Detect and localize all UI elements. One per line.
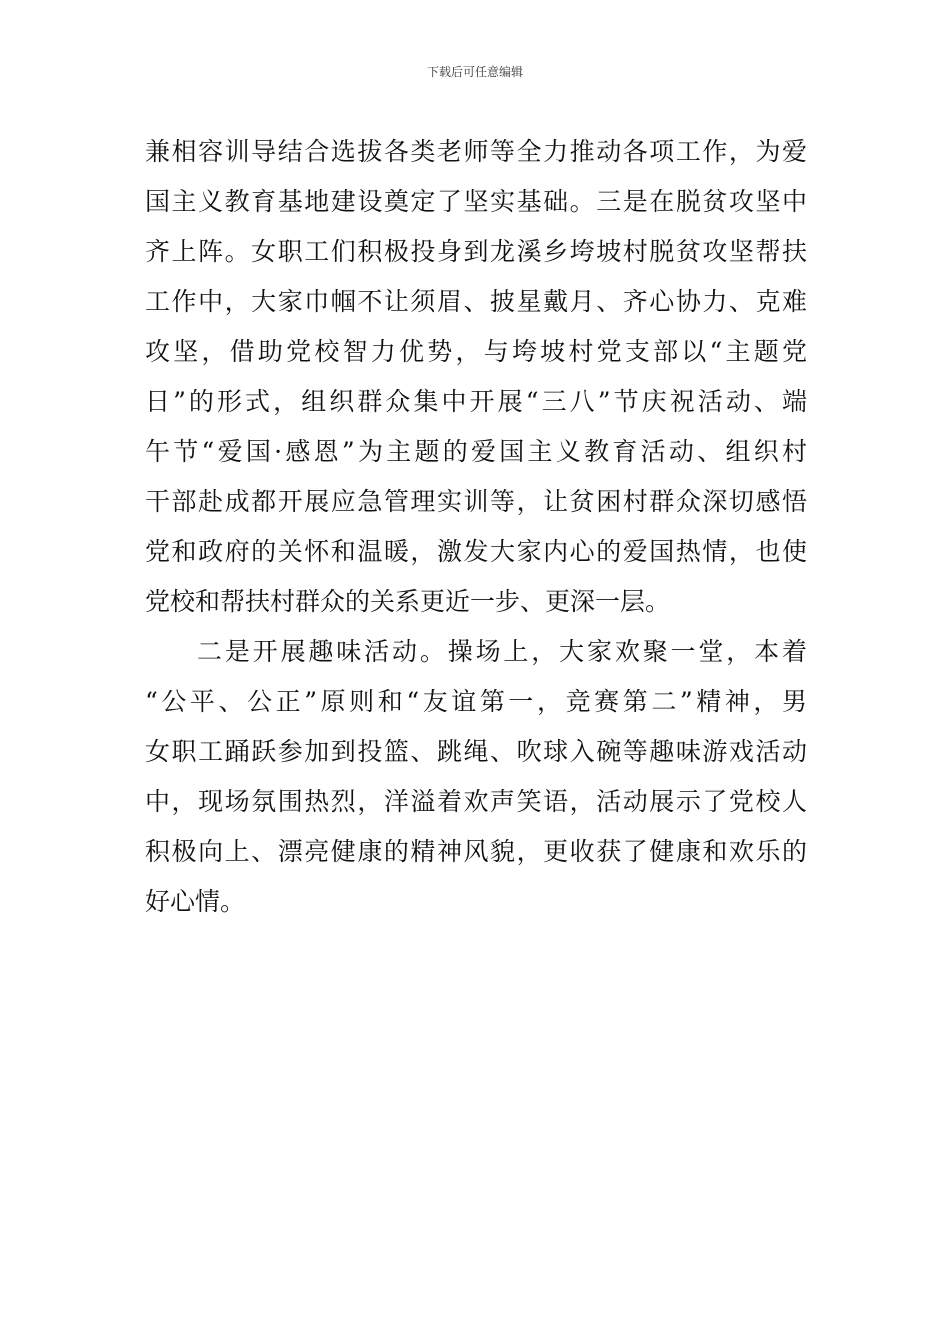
text-line: 好心情。 bbox=[145, 887, 246, 916]
text-line: 党和政府的关怀和温暖，激发大家内心的爱国热情，也使 bbox=[145, 537, 807, 566]
text-line: 干部赴成都开展应急管理实训等，让贫困村群众深切感悟 bbox=[145, 487, 807, 516]
text-line: 齐上阵。女职工们积极投身到龙溪乡垮坡村脱贫攻坚帮扶 bbox=[145, 237, 807, 266]
text-line: 午节“爱国·感恩”为主题的爱国主义教育活动、组织村 bbox=[145, 437, 807, 466]
document-body bbox=[145, 127, 807, 927]
text-line: 兼相容训导结合选拔各类老师等全力推动各项工作，为爱 bbox=[145, 137, 807, 166]
text-line: 积极向上、漂亮健康的精神风貌，更收获了健康和欢乐的 bbox=[145, 837, 807, 866]
header-note: 下载后可任意编辑 bbox=[426, 65, 523, 79]
text-line: 工作中，大家巾帼不让须眉、披星戴月、齐心协力、克难 bbox=[145, 287, 807, 316]
text-line: 二是开展趣味活动。操场上，大家欢聚一堂，本着 bbox=[197, 637, 807, 666]
text-line: 女职工踊跃参加到投篮、跳绳、吹球入碗等趣味游戏活动 bbox=[145, 737, 807, 766]
text-line: 日”的形式，组织群众集中开展“三八”节庆祝活动、端 bbox=[145, 387, 807, 416]
paragraph-1 bbox=[145, 127, 807, 627]
text-line: 党校和帮扶村群众的关系更近一步、更深一层。 bbox=[145, 587, 671, 616]
paragraph-2 bbox=[145, 627, 807, 927]
text-line: 攻坚，借助党校智力优势，与垮坡村党支部以“主题党 bbox=[145, 337, 807, 366]
text-line: 国主义教育基地建设奠定了坚实基础。三是在脱贫攻坚中 bbox=[145, 187, 807, 216]
text-line: “公平、公正”原则和“友谊第一，竞赛第二”精神，男 bbox=[145, 687, 807, 716]
text-line: 中，现场氛围热烈，洋溢着欢声笑语，活动展示了党校人 bbox=[145, 787, 807, 816]
